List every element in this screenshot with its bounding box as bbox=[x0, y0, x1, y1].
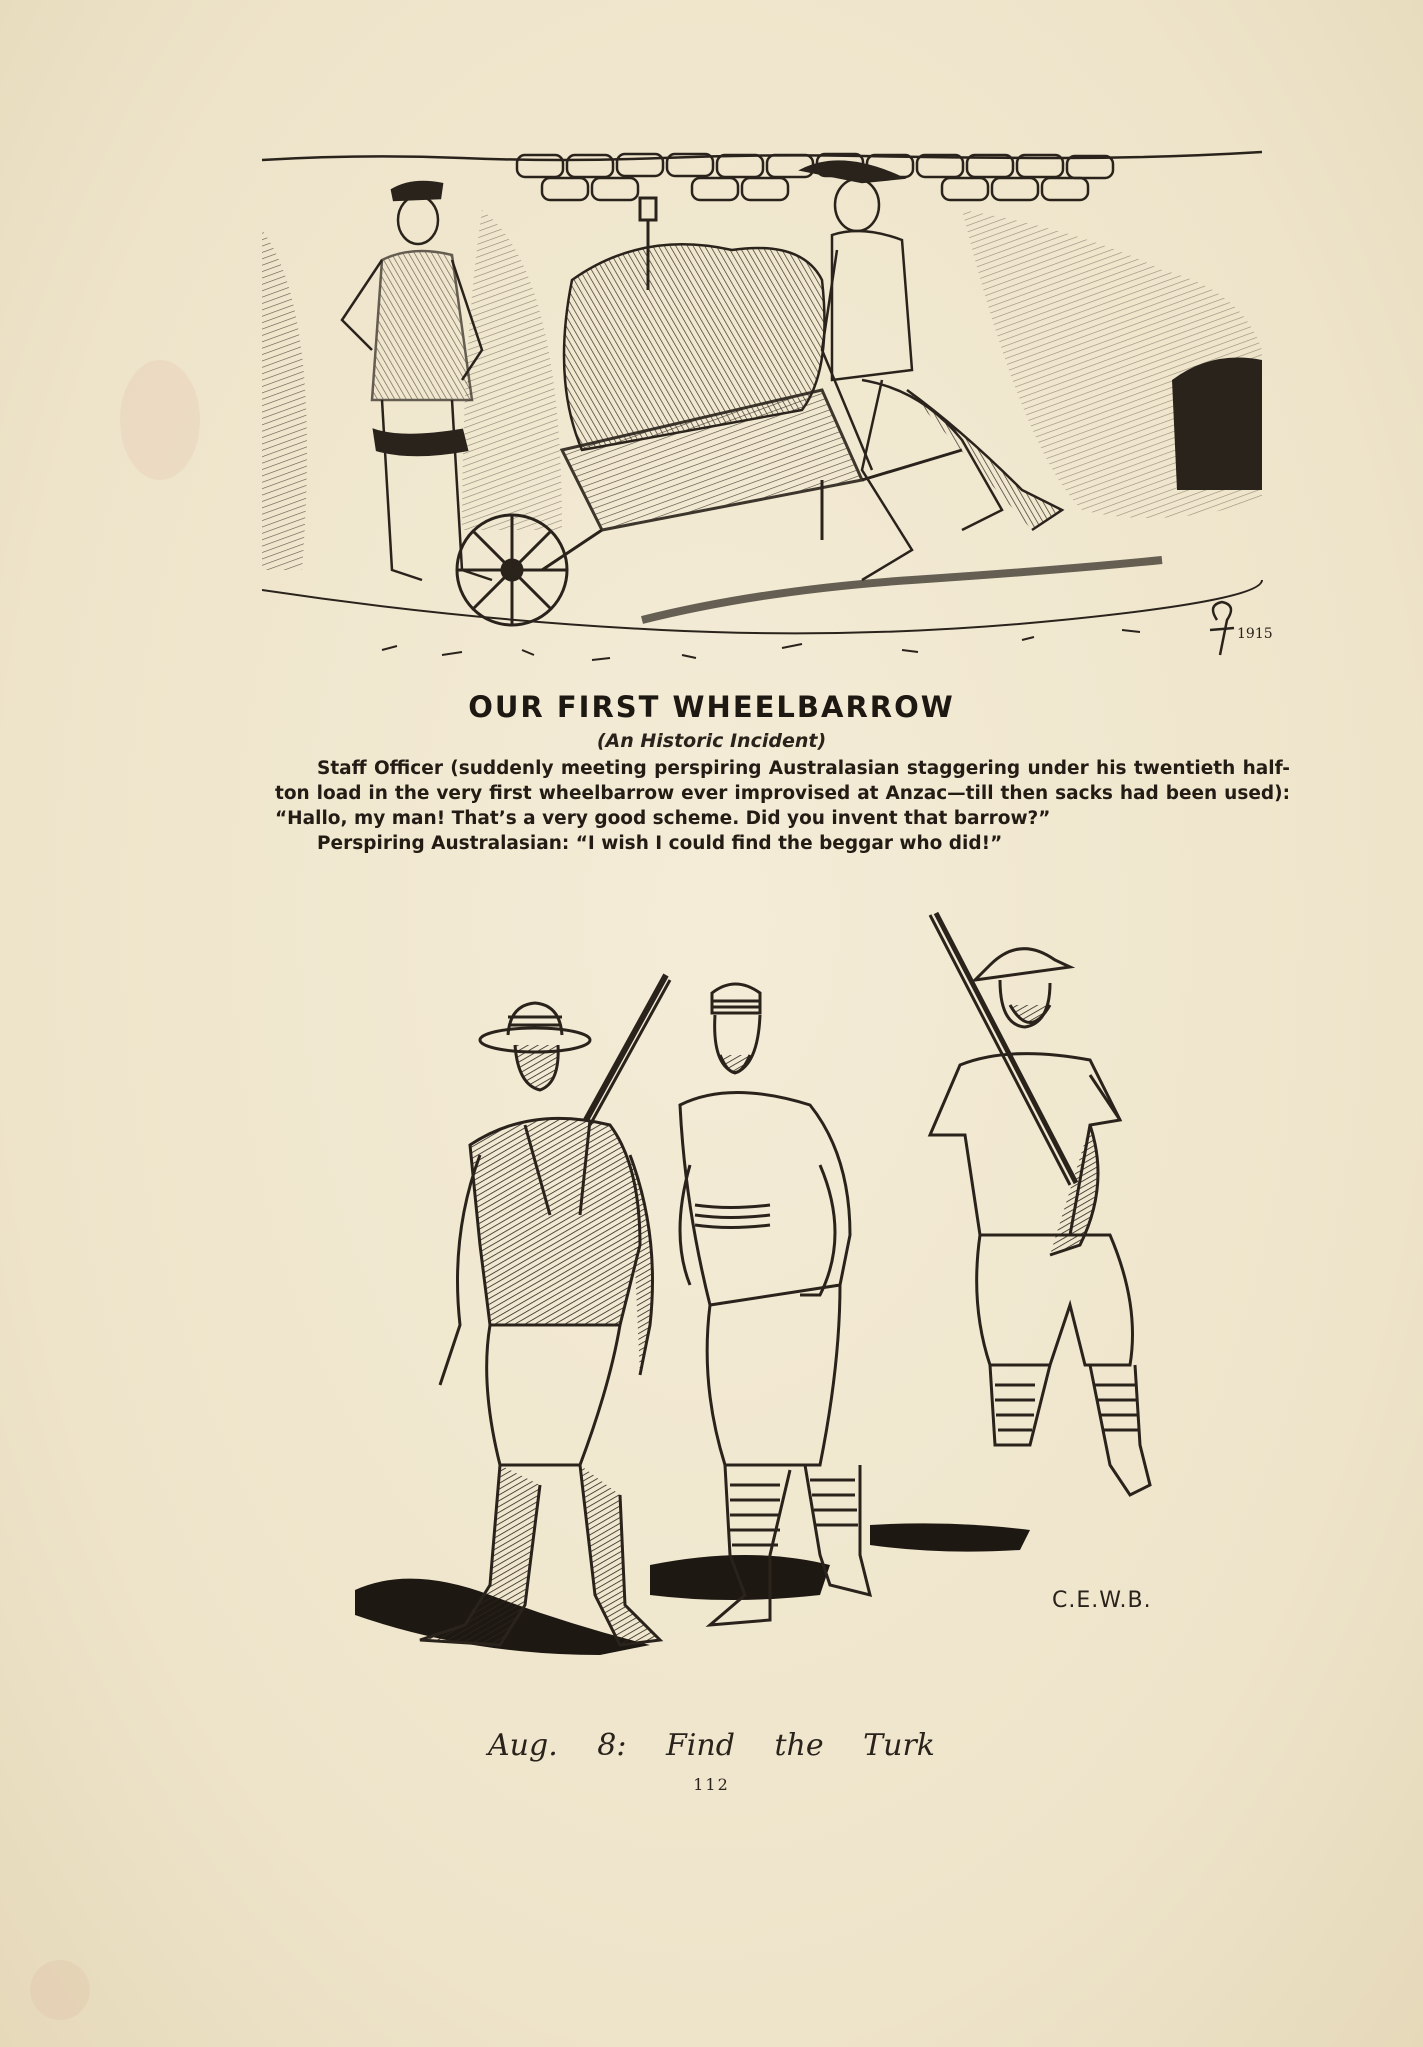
wheelbarrow-illustration bbox=[262, 150, 1302, 690]
article-title: OUR FIRST WHEELBARROW bbox=[468, 690, 955, 724]
page-number: 112 bbox=[693, 1775, 730, 1794]
illustration-caption: Aug. 8: Find the Turk bbox=[488, 1728, 935, 1763]
three-soldiers-illustration bbox=[350, 905, 1210, 1695]
dialogue-paragraph: Perspiring Australasian: “I wish I could find the beggar who did!” bbox=[317, 833, 1003, 854]
article-body bbox=[275, 756, 1290, 856]
artist-signature: C.E.W.B. bbox=[1052, 1588, 1152, 1613]
paper-stain bbox=[30, 1960, 90, 2020]
dialogue-paragraph: Staff Officer (suddenly meeting perspiring Australasian staggering under his twentieth half-ton load in the very first wheelbarrow ever improvised at Anzac—till then sacks had been used): “Hallo, my man! That’s a very good scheme. Did you invent that barrow?” bbox=[275, 758, 1290, 829]
paper-stain bbox=[120, 360, 200, 480]
svg-text:1915: 1915 bbox=[1237, 626, 1273, 642]
article-subtitle: (An Historic Incident) bbox=[596, 730, 827, 752]
